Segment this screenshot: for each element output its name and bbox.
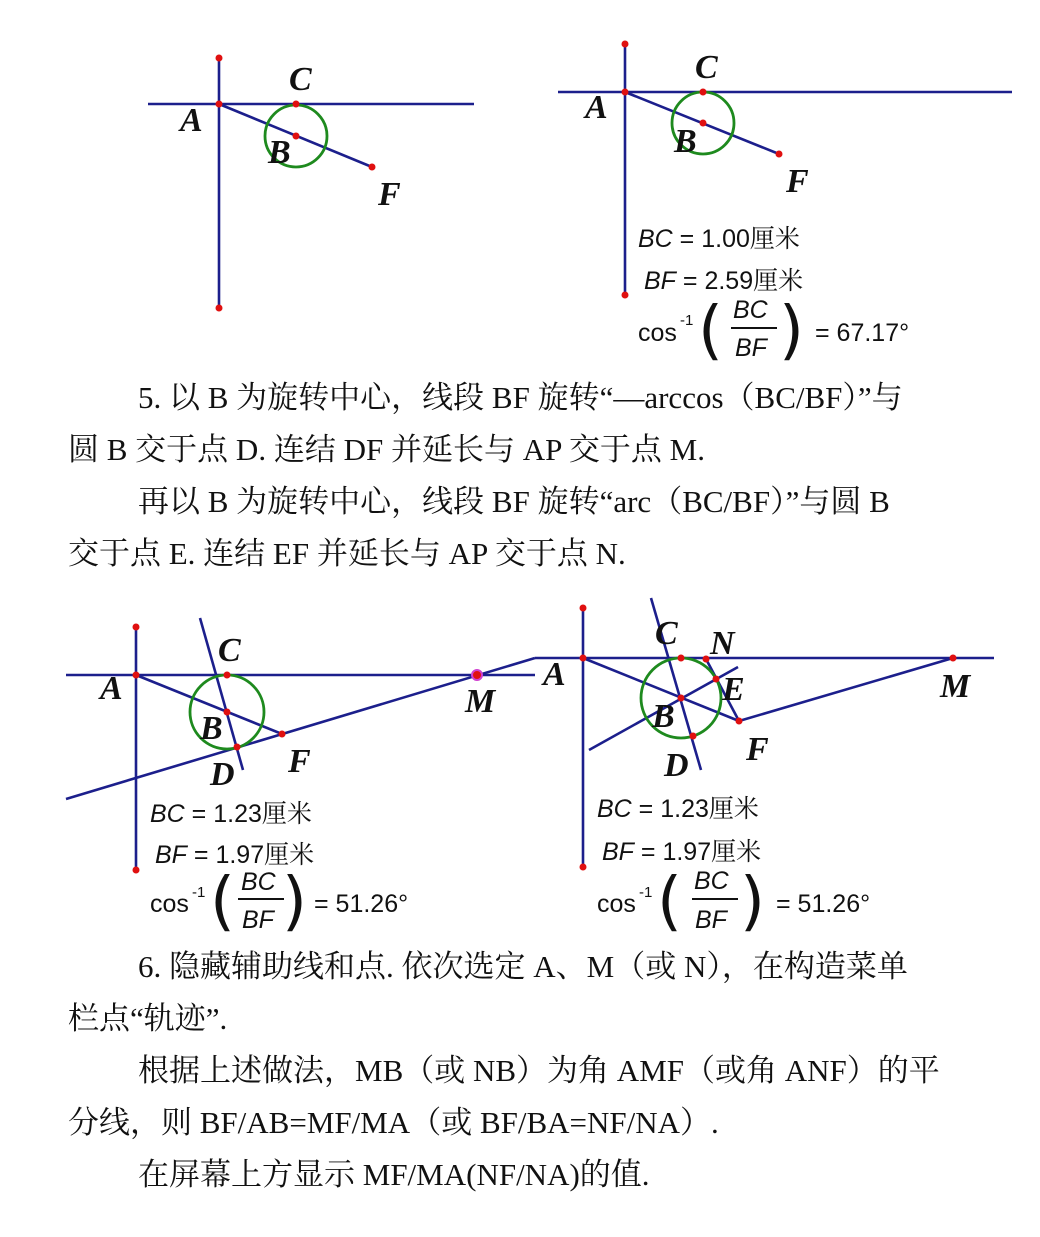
measure-arccos — [597, 865, 870, 939]
measure-bf: BF = 2.59厘米 — [644, 267, 804, 295]
measure-bf: BF = 1.97厘米 — [155, 841, 315, 869]
figure-4-construction — [530, 590, 1010, 940]
label-a: A — [585, 89, 608, 126]
step-6-line-3: 根据上述做法，MB（或 NB）为角 AMF（或角 ANF）的平 — [138, 1053, 940, 1088]
step-6-paragraph — [68, 941, 1028, 1201]
point-top — [580, 605, 587, 612]
svg-text:= 67.17°: = 67.17° — [815, 319, 910, 347]
step-5-line-3: 再以 B 为旋转中心，线段 BF 旋转“arc（BC/BF）”与圆 B — [138, 484, 890, 519]
point-bottom — [133, 867, 140, 874]
label-f: F — [288, 743, 311, 780]
step-5-line-2: 圆 B 交于点 D. 连结 DF 并延长与 AP 交于点 M. — [68, 432, 705, 467]
svg-text:-1: -1 — [680, 312, 694, 329]
point-b — [224, 709, 231, 716]
point-top — [216, 55, 223, 62]
point-a — [133, 672, 140, 679]
point-f — [279, 731, 286, 738]
point-a — [580, 655, 587, 662]
point-e — [713, 676, 720, 683]
point-a — [216, 101, 223, 108]
point-c — [700, 89, 707, 96]
label-b: B — [674, 123, 697, 160]
point-c — [224, 672, 231, 679]
svg-text:BF: BF — [695, 906, 727, 934]
label-a: A — [100, 670, 123, 707]
point-m — [950, 655, 957, 662]
measure-bc: BC = 1.23厘米 — [150, 800, 312, 828]
step-6-line-2: 栏点“轨迹”. — [68, 1001, 228, 1036]
step-6-line-4: 分线，则 BF/AB=MF/MA（或 BF/BA=NF/NA）. — [68, 1105, 719, 1140]
svg-text:(: ( — [657, 865, 682, 939]
point-f — [776, 151, 783, 158]
label-n: N — [710, 625, 735, 662]
label-f: F — [786, 163, 809, 200]
svg-text:BF: BF — [735, 334, 767, 362]
step-5-line-1: 5. 以 B 为旋转中心，线段 BF 旋转“—arccos（BC/BF）”与 — [138, 380, 903, 415]
svg-text:BC: BC — [733, 296, 768, 324]
point-d — [690, 733, 697, 740]
label-f: F — [378, 176, 401, 213]
step-5-paragraph — [68, 372, 1028, 580]
measure-bc: BC = 1.23厘米 — [597, 795, 759, 823]
point-f — [736, 718, 743, 725]
measure-arccos — [638, 294, 909, 368]
svg-text:BC: BC — [694, 867, 729, 895]
label-c: C — [655, 615, 678, 652]
point-c — [678, 655, 685, 662]
svg-text:cos: cos — [150, 890, 189, 918]
step-6-line-5: 在屏幕上方显示 MF/MA(NF/NA)的值. — [138, 1157, 650, 1192]
label-c: C — [289, 61, 312, 98]
svg-text:(: ( — [698, 294, 723, 368]
point-bottom — [622, 292, 629, 299]
point-n — [703, 656, 710, 663]
svg-text:): ) — [282, 865, 307, 939]
point-d — [234, 744, 241, 751]
label-c: C — [695, 49, 718, 86]
point-c — [293, 101, 300, 108]
label-c: C — [218, 632, 241, 669]
label-b: B — [652, 698, 675, 735]
figure-2-construction — [520, 0, 1040, 370]
point-b — [678, 695, 685, 702]
step-6-line-1: 6. 隐藏辅助线和点. 依次选定 A、M（或 N），在构造菜单 — [138, 949, 908, 984]
label-e: E — [722, 671, 745, 708]
label-m: M — [465, 683, 496, 720]
line-fm — [739, 658, 953, 721]
point-b — [293, 133, 300, 140]
svg-text:BF: BF — [242, 906, 274, 934]
svg-text:cos: cos — [638, 319, 677, 347]
point-top — [133, 624, 140, 631]
figure-3-construction — [0, 590, 540, 940]
point-m — [472, 670, 482, 680]
label-a: A — [543, 656, 566, 693]
label-d: D — [210, 756, 235, 793]
point-top — [622, 41, 629, 48]
svg-text:= 51.26°: = 51.26° — [776, 890, 871, 918]
svg-text:-1: -1 — [192, 884, 206, 901]
svg-text:(: ( — [210, 865, 235, 939]
label-f: F — [746, 731, 769, 768]
svg-text:): ) — [740, 865, 765, 939]
svg-text:): ) — [779, 294, 804, 368]
measure-arccos — [150, 865, 408, 939]
svg-text:cos: cos — [597, 890, 636, 918]
label-a: A — [180, 102, 203, 139]
svg-text:BC: BC — [241, 868, 276, 896]
label-m: M — [940, 668, 971, 705]
label-b: B — [268, 134, 291, 171]
point-a — [622, 89, 629, 96]
label-b: B — [200, 710, 223, 747]
measure-bf: BF = 1.97厘米 — [602, 838, 762, 866]
figure-1-construction — [0, 0, 520, 330]
label-d: D — [664, 747, 689, 784]
point-f — [369, 164, 376, 171]
svg-text:= 51.26°: = 51.26° — [314, 890, 409, 918]
step-5-line-4: 交于点 E. 连结 EF 并延长与 AP 交于点 N. — [68, 536, 626, 571]
point-bottom — [216, 305, 223, 312]
svg-text:-1: -1 — [639, 884, 653, 901]
point-b — [700, 120, 707, 127]
point-bottom — [580, 864, 587, 871]
measure-bc: BC = 1.00厘米 — [638, 225, 800, 253]
